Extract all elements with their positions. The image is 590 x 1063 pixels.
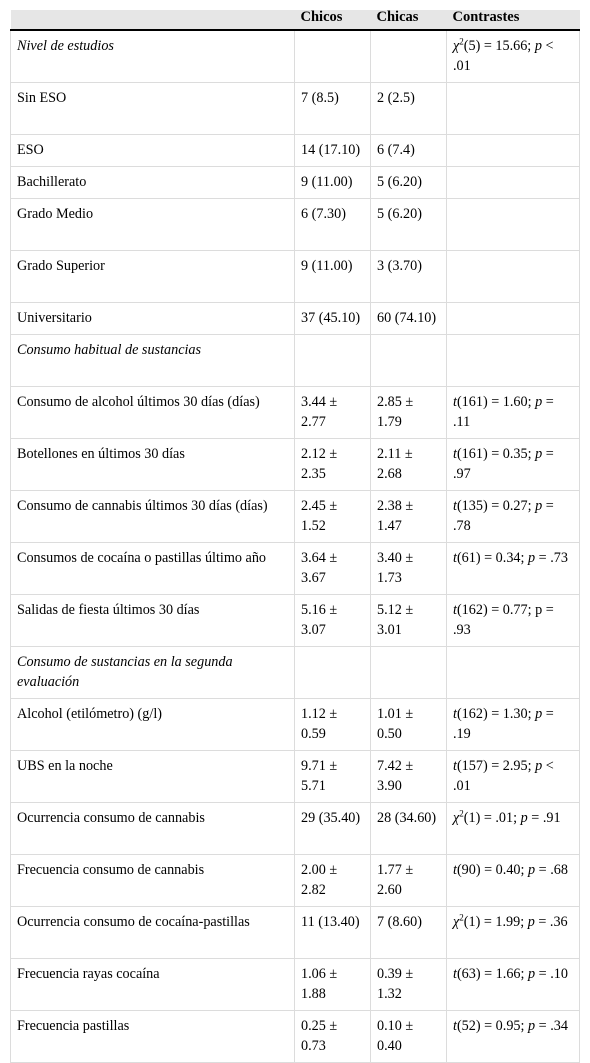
table-row — [11, 303, 580, 335]
cell-chicos: 9 (11.00) — [295, 251, 371, 303]
cell-chicas: 5.12 ± 3.01 — [371, 595, 447, 647]
table-row — [11, 699, 580, 751]
cell-chicas: 7 (8.60) — [371, 907, 447, 959]
cell-chicas: 2.11 ± 2.68 — [371, 439, 447, 491]
table-row — [11, 83, 580, 135]
cell-chicos: 9 (11.00) — [295, 167, 371, 199]
cell-chicos: 9.71 ± 5.71 — [295, 751, 371, 803]
cell-chicos: 3.44 ± 2.77 — [295, 387, 371, 439]
cell-contraste: t(157) = 2.95; p < .01 — [447, 751, 580, 803]
cell-chicos: 2.00 ± 2.82 — [295, 855, 371, 907]
row-label: Botellones en últimos 30 días — [11, 439, 295, 491]
cell-chicos — [295, 30, 371, 83]
table-row — [11, 491, 580, 543]
header-contrastes: Contrastes — [447, 10, 580, 30]
cell-chicas: 0.39 ± 1.32 — [371, 959, 447, 1011]
row-label: ESO — [11, 135, 295, 167]
cell-contraste — [447, 199, 580, 251]
cell-chicas: 2.38 ± 1.47 — [371, 491, 447, 543]
cell-chicas — [371, 30, 447, 83]
row-label: Bachillerato — [11, 167, 295, 199]
cell-chicas: 6 (7.4) — [371, 135, 447, 167]
table-row — [11, 251, 580, 303]
cell-chicos: 2.12 ± 2.35 — [295, 439, 371, 491]
cell-contraste: t(61) = 0.34; p = .73 — [447, 543, 580, 595]
cell-chicas: 1.77 ± 2.60 — [371, 855, 447, 907]
table-row — [11, 543, 580, 595]
cell-chicas: 2.85 ± 1.79 — [371, 387, 447, 439]
row-label: Consumo de cannabis últimos 30 días (días) — [11, 491, 295, 543]
cell-chicas: 5 (6.20) — [371, 167, 447, 199]
row-label: Consumos de cocaína o pastillas último año — [11, 543, 295, 595]
header-blank — [11, 10, 295, 30]
cell-chicas: 7.42 ± 3.90 — [371, 751, 447, 803]
row-label: Frecuencia rayas cocaína — [11, 959, 295, 1011]
row-label: Frecuencia consumo de cannabis — [11, 855, 295, 907]
section-row — [11, 30, 580, 83]
data-table — [10, 10, 580, 1063]
row-label: Consumo de sustancias en la segunda evaluación — [11, 647, 295, 699]
header-row — [11, 10, 580, 30]
cell-chicas: 0.10 ± 0.40 — [371, 1011, 447, 1063]
cell-chicas — [371, 647, 447, 699]
cell-contraste: t(135) = 0.27; p = .78 — [447, 491, 580, 543]
table-row — [11, 387, 580, 439]
cell-contraste — [447, 303, 580, 335]
table-row — [11, 1011, 580, 1063]
cell-chicas — [371, 335, 447, 387]
cell-contraste — [447, 167, 580, 199]
header-chicas: Chicas — [371, 10, 447, 30]
table-row — [11, 751, 580, 803]
section-row — [11, 647, 580, 699]
row-label: Sin ESO — [11, 83, 295, 135]
row-label: Frecuencia pastillas — [11, 1011, 295, 1063]
cell-chicas: 2 (2.5) — [371, 83, 447, 135]
cell-contraste — [447, 251, 580, 303]
row-label: Ocurrencia consumo de cocaína-pastillas — [11, 907, 295, 959]
table-row — [11, 855, 580, 907]
cell-contraste — [447, 135, 580, 167]
cell-chicas: 3 (3.70) — [371, 251, 447, 303]
table-row — [11, 595, 580, 647]
cell-chicos: 5.16 ± 3.07 — [295, 595, 371, 647]
cell-chicos: 1.12 ± 0.59 — [295, 699, 371, 751]
row-label: Alcohol (etilómetro) (g/l) — [11, 699, 295, 751]
table-row — [11, 959, 580, 1011]
cell-chicos: 2.45 ± 1.52 — [295, 491, 371, 543]
cell-contraste: $\chi^2(1) = 1.99$; p = .36 — [447, 907, 580, 959]
section-row — [11, 335, 580, 387]
cell-chicos: 37 (45.10) — [295, 303, 371, 335]
table-header — [11, 10, 580, 30]
table-row — [11, 135, 580, 167]
cell-chicos — [295, 335, 371, 387]
cell-contraste: t(52) = 0.95; p = .34 — [447, 1011, 580, 1063]
cell-contraste: t(162) = 0.77; p = .93 — [447, 595, 580, 647]
cell-chicas: 28 (34.60) — [371, 803, 447, 855]
table-body — [11, 30, 580, 1063]
cell-chicos: 6 (7.30) — [295, 199, 371, 251]
table-row — [11, 803, 580, 855]
cell-chicas: 5 (6.20) — [371, 199, 447, 251]
cell-chicas: 60 (74.10) — [371, 303, 447, 335]
row-label: Universitario — [11, 303, 295, 335]
cell-chicos: 14 (17.10) — [295, 135, 371, 167]
row-label: Consumo de alcohol últimos 30 días (días) — [11, 387, 295, 439]
header-chicos: Chicos — [295, 10, 371, 30]
cell-chicos: 29 (35.40) — [295, 803, 371, 855]
row-label: Nivel de estudios — [11, 30, 295, 83]
cell-chicos: 1.06 ± 1.88 — [295, 959, 371, 1011]
cell-contraste: t(162) = 1.30; p = .19 — [447, 699, 580, 751]
cell-contraste: t(63) = 1.66; p = .10 — [447, 959, 580, 1011]
cell-contraste: $\chi^2(1) = .01$; p = .91 — [447, 803, 580, 855]
cell-contraste: t(161) = 1.60; p = .11 — [447, 387, 580, 439]
table-row — [11, 199, 580, 251]
cell-contraste — [447, 83, 580, 135]
cell-chicos: 7 (8.5) — [295, 83, 371, 135]
cell-chicos — [295, 647, 371, 699]
row-label: Salidas de fiesta últimos 30 días — [11, 595, 295, 647]
cell-contraste — [447, 335, 580, 387]
row-label: UBS en la noche — [11, 751, 295, 803]
cell-contraste: t(161) = 0.35; p = .97 — [447, 439, 580, 491]
cell-contraste: $\chi^2(5) = 15.66$; p < .01 — [447, 30, 580, 83]
cell-chicas: 1.01 ± 0.50 — [371, 699, 447, 751]
cell-contraste: t(90) = 0.40; p = .68 — [447, 855, 580, 907]
row-label: Grado Medio — [11, 199, 295, 251]
table-row — [11, 167, 580, 199]
row-label: Consumo habitual de sustancias — [11, 335, 295, 387]
cell-chicos: 3.64 ± 3.67 — [295, 543, 371, 595]
table-row — [11, 439, 580, 491]
row-label: Grado Superior — [11, 251, 295, 303]
cell-contraste — [447, 647, 580, 699]
row-label: Ocurrencia consumo de cannabis — [11, 803, 295, 855]
cell-chicos: 11 (13.40) — [295, 907, 371, 959]
table-row — [11, 907, 580, 959]
cell-chicos: 0.25 ± 0.73 — [295, 1011, 371, 1063]
cell-chicas: 3.40 ± 1.73 — [371, 543, 447, 595]
